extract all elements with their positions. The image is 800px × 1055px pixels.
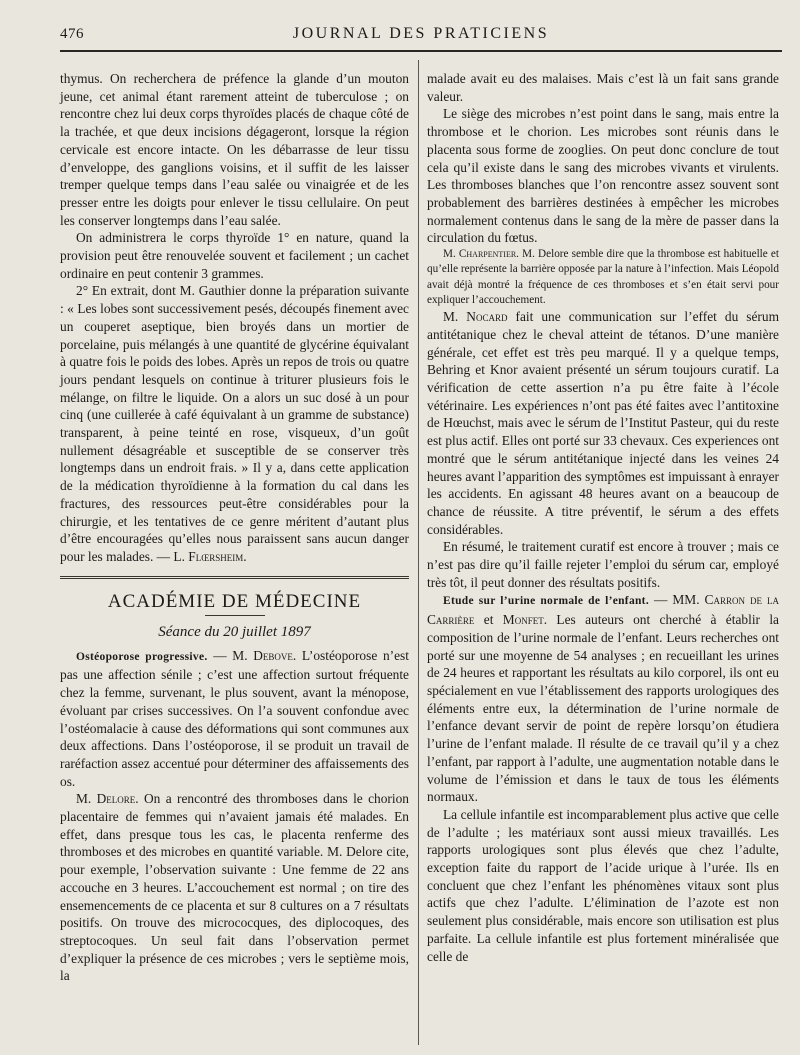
author-name: Monfet. (502, 612, 548, 628)
article-lead: Ostéoporose progressive. (76, 650, 208, 663)
right-column (427, 70, 779, 965)
paragraph-text: fait une communication sur l’effet du sérum antitétanique chez le cheval atteint de tétanos. D’une manière générale, cet effet est très peu marqué. Il y a quelque temps, Behring et Knor avaient présenté un sérum toujours curatif. La vérification de cette assertion n’a pu être faite à l’école vétérinaire. Les expériences n’ont pas été faites avec l’antitoxine de Hœuchst, mais avec le sérum de l’Institut Pasteur, qui du reste est plus actif. Elles ont porté sur 33 chevaux. Ces experiences ont montré que le sérum antitétanique injecté dans les veines 24 heures avant l’apparition des symptômes est impuissant à enrayer les accidents. En agissant 48 heures avant on a beaucoup de chance de réussite. A titre préventif, le sérum a des effets considérables. (427, 309, 779, 537)
paragraph (427, 591, 779, 805)
paragraph: On administrera le corps thyroïde 1° en nature, quand la provision peut être renouvelée souvent et facilement ; un cachet ordinaire en peut contenir 3 grammes. (60, 230, 409, 281)
paragraph: thymus. On recherchera de préfence la glande d’un mouton jeune, cet animal étant rarement atteint de tuberculose ; on rencontre chez lui deux corps thyroïdes placés de chaque côté de la trachée, et que deux incisions dégageront, lorsque la région cervicale est encore intacte. On les débarrasse de leur tissu d’enveloppe, des ganglions voisins, et il suffit de les laisser tremper quelque temps dans l’eau salée ou vinaigrée et de les presser entre les doigts pour enlever le tissu cellulaire. On peut les conserver longtemps dans l’eau salée. (60, 71, 409, 228)
author-name: Carron de la Carrière (427, 592, 779, 628)
section-rule (60, 576, 409, 579)
page-number: 476 (60, 26, 84, 42)
running-title: JOURNAL DES PRATICIENS (292, 25, 550, 42)
page-header (60, 22, 782, 50)
author-name: Delore. (96, 791, 139, 807)
author-name: Debove. (253, 647, 297, 663)
separator-text: — M. (207, 647, 254, 663)
paragraph-text: M. Delore semble dire que la thrombose est habituelle et qu’elle représente la barrière opposée par la nature à l’infection. Mais Léopold avait déjà montré la fréquence de ces thromboses et s’en était servi pour expliquer l’accouchement. (427, 248, 779, 306)
header-rule (60, 50, 782, 52)
article-lead: Etude sur l’urine normale de l’enfant. (443, 595, 649, 608)
author-name: Flœrsheim. (188, 548, 247, 564)
column-divider (418, 60, 419, 1045)
paragraph: En résumé, le traitement curatif est encore à trouver ; mais ce n’est pas dire qu’il faille rejeter l’emploi du sérum car, employé très tôt, il peut donner des résultats positifs. (427, 539, 779, 590)
paragraph-text: On a rencontré des thromboses dans le chorion placentaire de femmes qui n’avaient jamais été malades. En effet, dans presque tous les cas, le placenta renferme des thromboses et des microbes en quantité variable. M. Delore cite, pour exemple, l’observation suivante : Une femme de 22 ans accouche en 3 heures. L’accouchement est normal ; on tire des ensemencements de ce placenta et sur 8 cultures on a 7 résultats positifs. On trouve des micrococques, des diplocoques, des streptocoques. Un seul fait dans l’observation permet d’expliquer la présence de ces microbes ; vers le septième mois, la (60, 791, 409, 984)
author-name: Charpentier. (458, 248, 519, 261)
paragraph: La cellule infantile est incomparablement plus active que celle de l’adulte ; les matériaux sont aussi mieux travaillés. Les rapports urologiques sont plus élevés que chez l’adulte, exception faite du rapport de l’acide urique à l’urée. Ils en concluent que chez l’enfant les phénomènes vitaux sont plus actifs que chez l’adulte. L’élimination de l’azote est non seulement plus considérable, mais encore son utilisation est plus parfaite. La cellule infantile est plus fortement minéralisée que celle de (427, 806, 779, 964)
paragraph (60, 282, 409, 565)
author-name: Nocard (466, 309, 508, 325)
paragraph-text: L’ostéoporose n’est pas une affection sénile ; c’est une affection surtout fréquente chez la femme, survenant, le plus souvent, avant la ménopose, évoluant par crises successives. On l’a souvent confondue avec l’ostéomalacie à cause des déformations qui sont communes aux deux affections. Dans l’ostéoporose, il se produit un travail de raréfaction assez accentué pour déterminer des affaissements des os. (60, 647, 409, 789)
paragraph: Le siège des microbes n’est point dans le sang, mais entre la thrombose et le chorion. Les microbes sont réunis dans le placenta sous forme de zooglies. On peut donc conclure de tout cela qu’il existe dans le sang des microbes vivants et virulents. Les thromboses blanches que l’on rencontre assez souvent sont probablement des barrières destinées à empêcher les microbes normalement contenus dans le sang de la mère de passer dans la circulation du fœtus. (427, 106, 779, 246)
title-underline (205, 615, 265, 616)
paragraph (60, 790, 409, 985)
separator-text: M. (76, 791, 97, 807)
left-column (60, 70, 409, 985)
small-paragraph (427, 247, 779, 308)
paragraph (427, 308, 779, 538)
session-date: Séance du 20 juillet 1897 (158, 623, 311, 640)
separator-text: et (474, 612, 503, 628)
paragraph-text: 2° En extrait, dont M. Gauthier donne la préparation suivante : « Les lobes sont successivement pesés, découpés finement avec un couperet aseptique, bien broyés dans un mortier de porcelaine, puis mélangés à une quantité de glycérine équivalant à quatre fois le poids des lobes. Après un repos de trois ou quatre jours pendant lesquels on continue à triturer plusieurs fois le mélange, on filtre le liquide. On a alors un suc dosé à un pour cinq (une cuillerée à café équivalant à un gramme de substance) transparent, à peine teinté en rose, visqueux, d’un goût nullement désagréable et susceptible de se conserver très longtemps dans un endroit frais. » Il y a, dans cette application de la médication thyroïdienne à la formation du cal dans les fractures, des ressources peut-être considérables pour la chirurgie, et les tentatives de ce genre méritent d’autant plus d’être encouragées qu’elles nous paraissent sans aucun danger pour les malades. — L. (60, 283, 409, 564)
paragraph: malade avait eu des malaises. Mais c’est là un fait sans grande valeur. (427, 71, 779, 104)
section-title: ACADÉMIE DE MÉDECINE (107, 590, 362, 612)
separator-text: M. (443, 309, 467, 325)
separator-text: M. (443, 248, 459, 261)
paragraph (60, 647, 409, 791)
separator-text: — MM. (649, 592, 705, 608)
paragraph-text: Les auteurs ont cherché à établir la composition de l’urine normale de l’enfant. Leurs recherches ont porté sur une moyenne de 54 analyses ; en recueillant les urines de 24 heures et rapportant les résultats au kilo corporel, ils ont eu spécialement en vue l’établissement des rapports urologiques des éléments entre eux, la détermination de l’urine normale de l’enfance devant servir de point de repère lorsqu’on étudiera l’urine de l’enfant malade. Il résulte de ce travail qu’il y a chez l’enfant, par rapport à l’adulte, une augmentation notable dans le volume de l’émission et dans le taux de tous les éléments normaux. (427, 612, 780, 805)
